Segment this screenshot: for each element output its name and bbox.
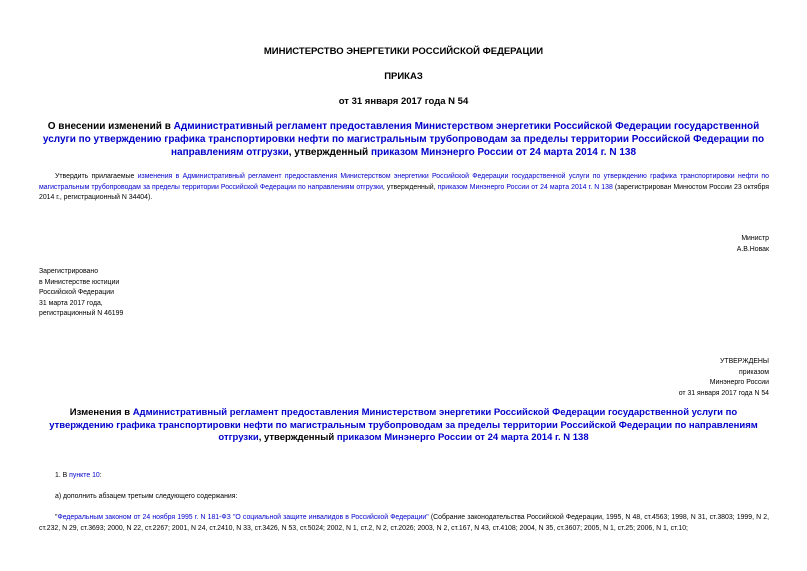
intro-changes-link[interactable]: изменения в Административный регламент предоставления Министерством энергетики Российской Федерации государственной услуги по утверждению графика транспортировки нефти по магистральным трубопроводам за пределы территории Российской Федерации по направлениям отгрузки: [39, 173, 769, 191]
approval-line: приказом: [739, 368, 769, 376]
title-prefix: О внесении изменений в: [47, 121, 174, 132]
registration-line: Российской Федерации: [39, 289, 114, 296]
changes-order-link[interactable]: приказом Минэнерго России от 24 марта 2014 г. N 138: [336, 432, 589, 443]
intro-paragraph: [39, 172, 769, 204]
ministry-name: МИНИСТЕРСТВО ЭНЕРГЕТИКИ РОССИЙСКОЙ ФЕДЕРАЦИИ: [263, 46, 544, 57]
quote-open: ": [55, 514, 58, 521]
item-1-suffix: :: [99, 472, 102, 479]
intro-text-2: , утвержденный,: [382, 183, 438, 191]
approval-block: [569, 357, 769, 399]
item-1-prefix: 1. В: [55, 472, 70, 479]
signature-block: [569, 234, 769, 255]
order-link[interactable]: приказом Минэнерго России от 24 марта 2014 г. N 138: [370, 147, 637, 158]
item-1: [55, 471, 102, 482]
registration-line: 31 марта 2017 года,: [39, 299, 103, 307]
registration-line: регистрационный N 46199: [39, 310, 124, 317]
signature-name: А.В.Новак: [736, 245, 769, 253]
regulation-link[interactable]: Административный регламент предоставления Министерством энергетики Российской Федерации государственной услуги по утверждению графика транспортировки нефти по магистральным трубопроводам за пределы территории Российской Федерации по направлениям отгрузки: [42, 121, 765, 158]
document-date-number: от 31 января 2017 года N 54: [338, 96, 469, 107]
registration-block: [39, 267, 239, 320]
law-link[interactable]: Федеральным законом от 24 ноября 1995 г. N 181-ФЗ "О социальной защите инвалидов в Российской Федерации": [57, 514, 429, 521]
law-text: (Собрание законодательства Российской Федерации, 1995, N 48, ст.4563; 1998, N 31, ст.3803; 1999, N 2, ст.232, N 29, ст.3693; 2000, N 22, ст.2267; 2001, N 24, ст.2410, N 33, ст.3426, N 53, ст.5024; 2002, N 1, ст.2, N 2, ст.2026; 2003, N 2, ст.167, N 43, ст.4108; 2004, N 35, ст.3607; 2005, N 1, ст.25; 2006, N 1, ст.10;: [39, 514, 769, 532]
changes-title: [40, 407, 767, 445]
changes-title-prefix: Изменения в: [69, 407, 133, 418]
item-1-point-link[interactable]: пункте 10: [69, 472, 100, 479]
document-type: ПРИКАЗ: [384, 71, 423, 82]
item-a: а) дополнить абзацем третьим следующего содержания:: [55, 493, 238, 500]
changes-title-middle: , утвержденный: [258, 432, 337, 443]
registration-line: в Министерстве юстиции: [39, 278, 120, 286]
registration-line: Зарегистрировано: [39, 268, 99, 275]
intro-text-1: Утвердить прилагаемые: [55, 173, 138, 180]
changes-regulation-link[interactable]: Административный регламент предоставления Министерством энергетики Российской Федерации государственной услуги по утверждению графика транспортировки нефти по магистральным трубопроводам за пределы территории Российской Федерации по направлениям отгрузки: [49, 407, 758, 443]
intro-text-3: (зарегистрирован Минюстом России 23 октября 2014 г., регистрационный N 34404).: [39, 183, 769, 201]
approval-line: Минэнерго России: [709, 379, 769, 386]
law-paragraph: [39, 513, 769, 534]
approval-line: от 31 января 2017 года N 54: [678, 389, 769, 397]
title-middle: , утвержденный: [288, 147, 371, 158]
document-title: [40, 120, 767, 159]
signature-position: Министр: [741, 235, 769, 242]
intro-order-link[interactable]: приказом Минэнерго России от 24 марта 2014 г. N 138: [437, 183, 613, 191]
approval-line: УТВЕРЖДЕНЫ: [720, 358, 769, 365]
